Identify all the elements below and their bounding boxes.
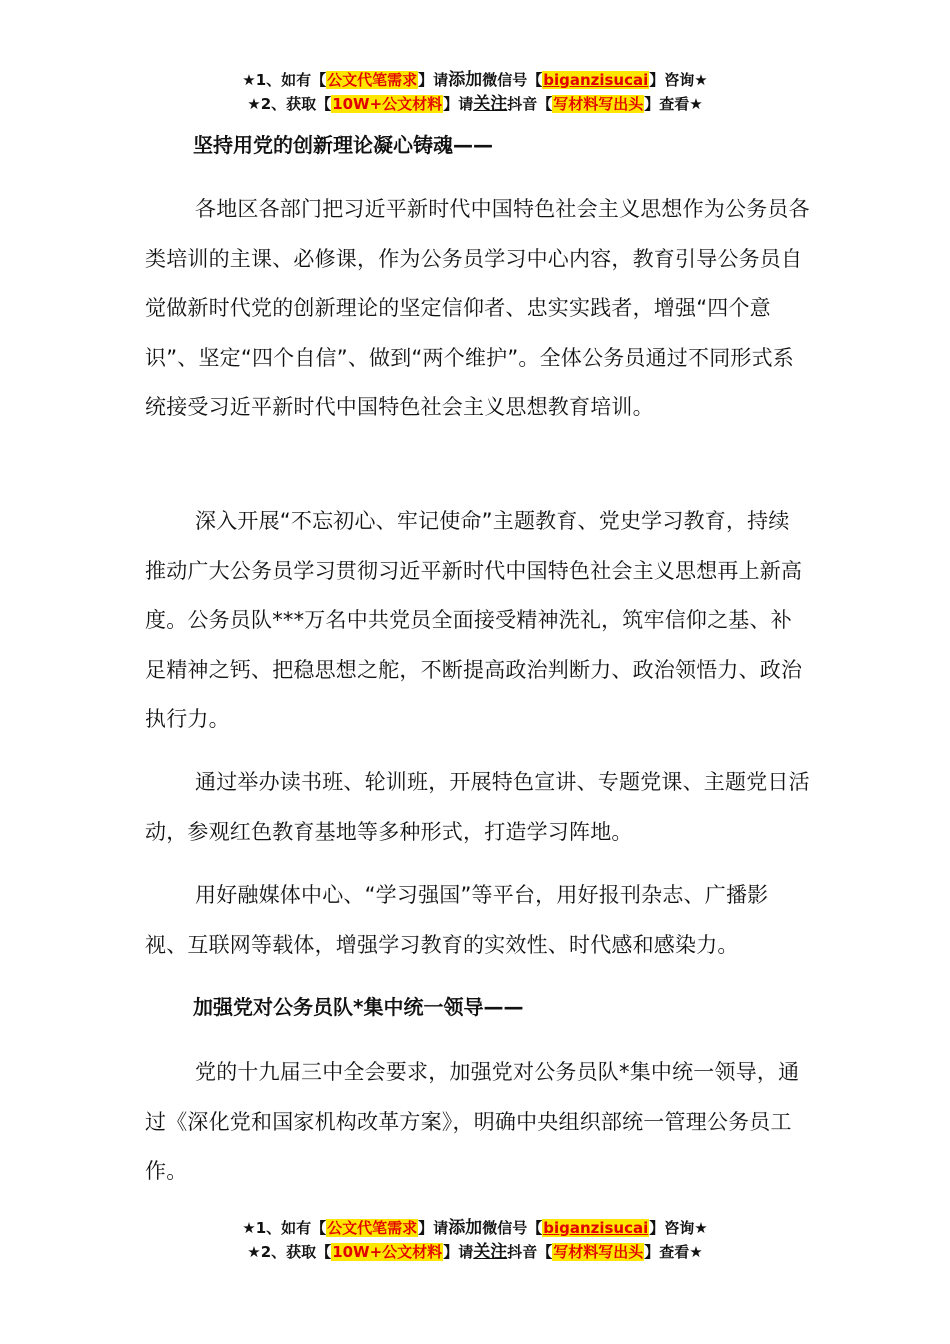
banner-line-2 (0, 1240, 950, 1264)
paragraph-5: 党的十九届三中全会要求，加强党对公务员队*集中统一领导，通过《深化党和国家机构改革方案》，明确中央组织部统一管理公务员工作。 (145, 1060, 800, 1183)
highlight-service: 公文代笔需求 (327, 1219, 418, 1237)
banner-text: 抖音【 (507, 95, 553, 113)
highlight-materials: 10W+公文材料 (332, 1243, 443, 1261)
top-banner (0, 68, 950, 116)
section-heading-1: 坚持用党的创新理论凝心铸魂—— (193, 133, 493, 157)
banner-line-2 (0, 92, 950, 116)
wechat-id-link[interactable]: biganzisucai (543, 71, 649, 89)
banner-text: 微信号【 (482, 1219, 543, 1237)
banner-text: 抖音【 (507, 1243, 553, 1261)
banner-emphasis: 添加 (448, 1218, 483, 1238)
banner-line-1 (0, 68, 950, 92)
section-heading-2: 加强党对公务员队*集中统一领导—— (193, 995, 524, 1019)
banner-text: ★1、如有【 (242, 71, 327, 89)
banner-text: ★2、获取【 (247, 95, 332, 113)
banner-emphasis: 关注 (473, 94, 508, 114)
banner-emphasis: 关注 (473, 1242, 508, 1262)
banner-text: 】请 (443, 95, 474, 113)
douyin-account-highlight: 写材料写出头 (553, 95, 644, 113)
paragraph-1: 各地区各部门把习近平新时代中国特色社会主义思想作为公务员各类培训的主课、必修课，作为公务员学习中心内容，教育引导公务员自觉做新时代党的创新理论的坚定信仰者、忠实实践者，增强“四个意识”、坚定“四个自信”、做到“两个维护”。全体公务员通过不同形式系统接受习近平新时代中国特色社会主义思想教育培训。 (145, 197, 810, 419)
banner-text: 微信号【 (482, 71, 543, 89)
banner-emphasis: 添加 (448, 70, 483, 90)
paragraph-2: 深入开展“不忘初心、牢记使命”主题教育、党史学习教育，持续推动广大公务员学习贯彻习近平新时代中国特色社会主义思想再上新高度。公务员队***万名中共党员全面接受精神洗礼，筑牢信仰之基、补足精神之钙、把稳思想之舵，不断提高政治判断力、政治领悟力、政治执行力。 (145, 509, 803, 731)
banner-text: 】请 (443, 1243, 474, 1261)
banner-line-1 (0, 1216, 950, 1240)
paragraph-3: 通过举办读书班、轮训班，开展特色宣讲、专题党课、主题党日活动，参观红色教育基地等多种形式，打造学习阵地。 (145, 770, 810, 844)
bottom-banner (0, 1216, 950, 1264)
banner-text: 】请 (418, 1219, 449, 1237)
highlight-service: 公文代笔需求 (327, 71, 418, 89)
banner-text: 】查看★ (644, 95, 703, 113)
banner-text: 】查看★ (644, 1243, 703, 1261)
banner-text: ★1、如有【 (242, 1219, 327, 1237)
douyin-account-highlight: 写材料写出头 (553, 1243, 644, 1261)
paragraph-4: 用好融媒体中心、“学习强国”等平台，用好报刊杂志、广播影视、互联网等载体，增强学习教育的实效性、时代感和感染力。 (145, 883, 769, 957)
wechat-id-link[interactable]: biganzisucai (543, 1219, 649, 1237)
banner-text: 】咨询★ (649, 1219, 708, 1237)
banner-text: 】请 (418, 71, 449, 89)
banner-text: ★2、获取【 (247, 1243, 332, 1261)
highlight-materials: 10W+公文材料 (332, 95, 443, 113)
banner-text: 】咨询★ (649, 71, 708, 89)
